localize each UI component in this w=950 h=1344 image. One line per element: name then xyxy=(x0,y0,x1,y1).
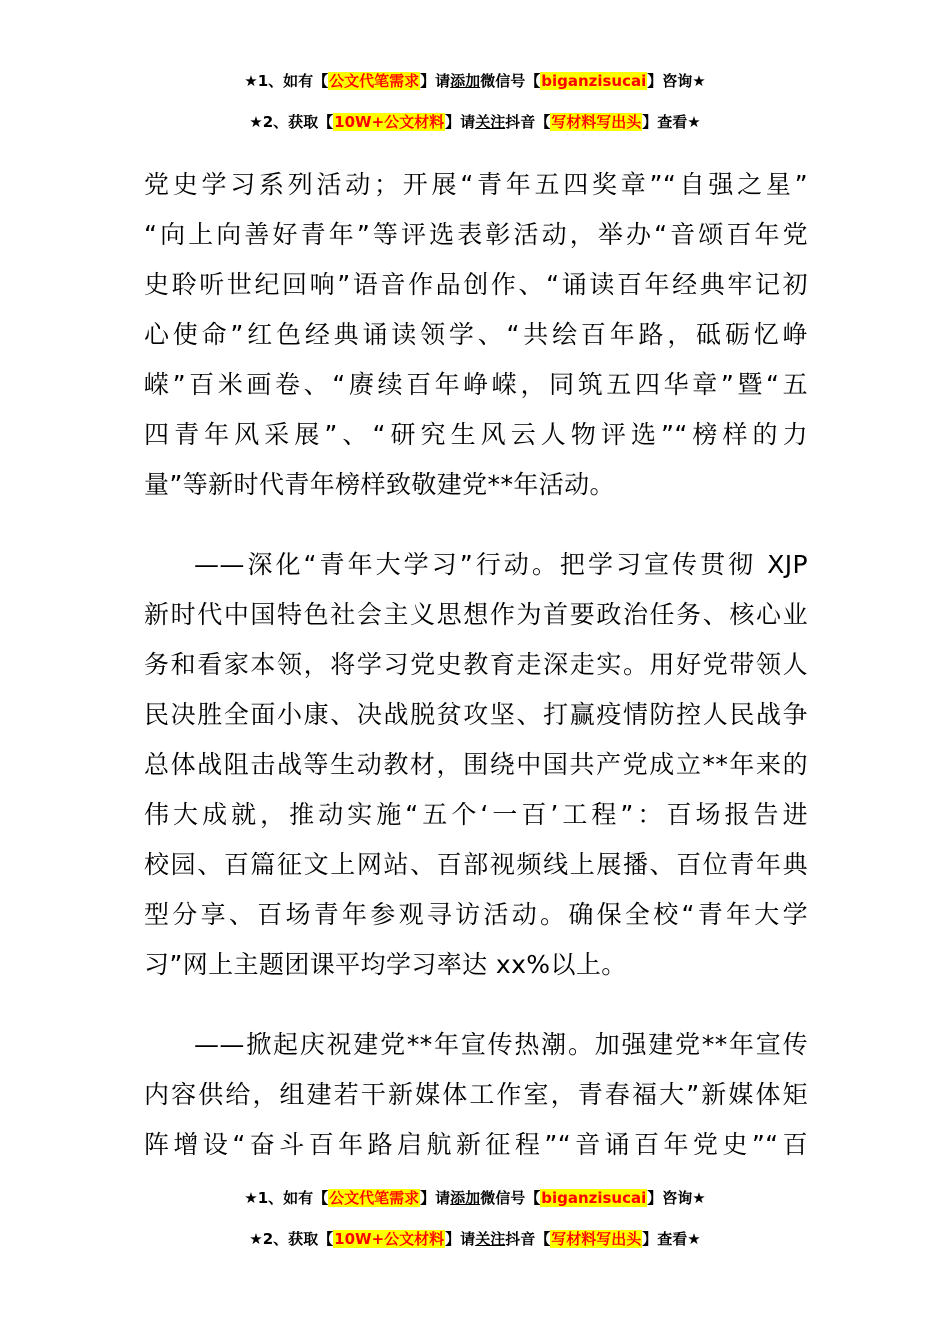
underlined-text: 关注 xyxy=(475,1230,506,1248)
highlight-materials: 10W+公文材料 xyxy=(334,1230,445,1248)
text-line: 总体战阻击战等生动教材，围绕中国共产党成立**年来的 xyxy=(144,750,808,779)
text-line: 阵增设“奋斗百年路启航新征程”“音诵百年党史”“百 xyxy=(144,1130,808,1159)
banner-text: 】咨询 xyxy=(647,1189,693,1207)
highlight-service: 公文代笔需求 xyxy=(329,1189,420,1207)
paragraph-1 xyxy=(144,160,808,510)
highlight-wechat-id: biganzisucai xyxy=(541,72,647,90)
star-icon: ★ xyxy=(687,1230,701,1248)
text-line: ——掀起庆祝建党**年宣传热潮。加强建党**年宣传 xyxy=(194,1030,808,1059)
highlight-materials: 10W+公文材料 xyxy=(334,113,445,131)
star-icon: ★ xyxy=(244,72,258,90)
banner-text: 】咨询 xyxy=(647,72,693,90)
banner-text: 抖音【 xyxy=(505,1230,551,1248)
text-line: 嵘”百米画卷、“赓续百年峥嵘，同筑五四华章”暨“五 xyxy=(144,370,808,399)
banner-text: 2、获取【 xyxy=(262,1230,334,1248)
text-line: 史聆听世纪回响”语音作品创作、“诵读百年经典牢记初 xyxy=(144,270,808,299)
text-line: 量”等新时代青年榜样致敬建党**年活动。 xyxy=(144,470,615,499)
underlined-text: 关注 xyxy=(475,113,506,131)
banner-text: 微信号【 xyxy=(480,1189,541,1207)
text-line: ——深化“青年大学习”行动。把学习宣传贯彻 XJP xyxy=(194,550,808,579)
banner-text: 】查看 xyxy=(642,113,688,131)
highlight-douyin-id: 写材料写出头 xyxy=(551,113,642,131)
text-line: 党史学习系列活动；开展“青年五四奖章”“自强之星” xyxy=(144,170,808,199)
text-line: 伟大成就，推动实施“五个‘一百’工程”：百场报告进 xyxy=(144,800,808,829)
star-icon: ★ xyxy=(687,113,701,131)
document-body xyxy=(144,160,808,1170)
text-line: 新时代中国特色社会主义思想作为首要政治任务、核心业 xyxy=(144,600,808,629)
text-line: 四青年风采展”、“研究生风云人物评选”“榜样的力 xyxy=(144,420,808,449)
highlight-service: 公文代笔需求 xyxy=(329,72,420,90)
banner-text: 】请 xyxy=(445,1230,476,1248)
star-icon: ★ xyxy=(244,1189,258,1207)
banner-top-line-1 xyxy=(0,70,950,92)
banner-text: 】请 xyxy=(420,72,451,90)
banner-top-line-2 xyxy=(0,111,950,133)
banner-text: 】请 xyxy=(420,1189,451,1207)
star-icon: ★ xyxy=(249,113,263,131)
text-line: 内容供给，组建若干新媒体工作室，青春福大”新媒体矩 xyxy=(144,1080,808,1109)
star-icon: ★ xyxy=(249,1230,263,1248)
paragraph-2 xyxy=(144,540,808,990)
paragraph-3 xyxy=(144,1020,808,1170)
underlined-text: 添加 xyxy=(450,1189,481,1207)
banner-text: 2、获取【 xyxy=(262,113,334,131)
banner-text: 1、如有【 xyxy=(257,72,329,90)
highlight-douyin-id: 写材料写出头 xyxy=(551,1230,642,1248)
banner-text: 】请 xyxy=(445,113,476,131)
star-icon: ★ xyxy=(692,72,706,90)
text-line: 习”网上主题团课平均学习率达 xx%以上。 xyxy=(144,950,627,979)
text-line: 民决胜全面小康、决战脱贫攻坚、打赢疫情防控人民战争 xyxy=(144,700,808,729)
banner-text: 微信号【 xyxy=(480,72,541,90)
star-icon: ★ xyxy=(692,1189,706,1207)
banner-text: 】查看 xyxy=(642,1230,688,1248)
text-line: 校园、百篇征文上网站、百部视频线上展播、百位青年典 xyxy=(144,850,808,879)
text-line: 心使命”红色经典诵读领学、“共绘百年路，砥砺忆峥 xyxy=(144,320,808,349)
text-line: 务和看家本领，将学习党史教育走深走实。用好党带领人 xyxy=(144,650,808,679)
banner-text: 抖音【 xyxy=(505,113,551,131)
banner-bottom-line-2 xyxy=(0,1228,950,1250)
banner-bottom-line-1 xyxy=(0,1187,950,1209)
underlined-text: 添加 xyxy=(450,72,481,90)
text-line: 型分享、百场青年参观寻访活动。确保全校“青年大学 xyxy=(144,900,808,929)
banner-text: 1、如有【 xyxy=(257,1189,329,1207)
text-line: “向上向善好青年”等评选表彰活动，举办“音颂百年党 xyxy=(144,220,808,249)
highlight-wechat-id: biganzisucai xyxy=(541,1189,647,1207)
